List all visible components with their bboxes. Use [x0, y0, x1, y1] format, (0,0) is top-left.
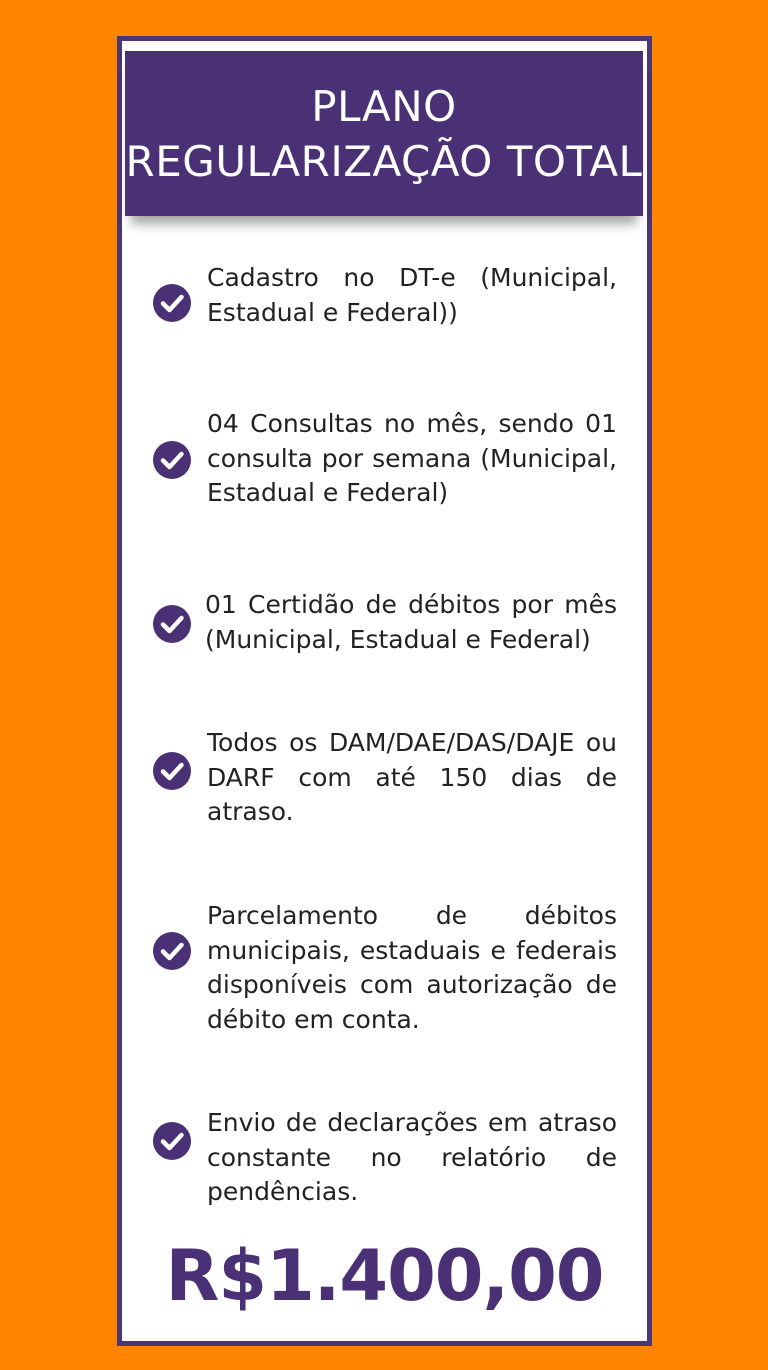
plan-card	[117, 36, 652, 1346]
feature-text: Envio de declarações em atraso constante no relatório de pendências.	[207, 1108, 617, 1206]
feature-text: 01 Certidão de débitos por mês (Municipal, Estadual e Federal)	[205, 590, 617, 654]
plan-title: PLANO REGULARIZAÇÃO TOTAL	[125, 81, 643, 186]
feature-text: 04 Consultas no mês, sendo 01 consulta por semana (Municipal, Estadual e Federal)	[207, 409, 617, 507]
feature-text: Parcelamento de débitos municipais, estaduais e federais disponíveis com autorização de débito em conta.	[207, 901, 617, 1034]
check-circle-icon	[153, 932, 191, 970]
plan-title-banner	[125, 51, 643, 216]
feature-text: Cadastro no DT-e (Municipal, Estadual e Federal))	[207, 263, 617, 327]
check-circle-icon	[153, 284, 191, 322]
check-circle-icon	[153, 752, 191, 790]
plan-price: R$1.400,00	[165, 1235, 604, 1317]
check-circle-icon	[153, 1122, 191, 1160]
check-circle-icon	[153, 605, 191, 643]
check-circle-icon	[153, 441, 191, 479]
feature-text: Todos os DAM/DAE/DAS/DAJE ou DARF com até 150 dias de atraso.	[207, 728, 617, 826]
